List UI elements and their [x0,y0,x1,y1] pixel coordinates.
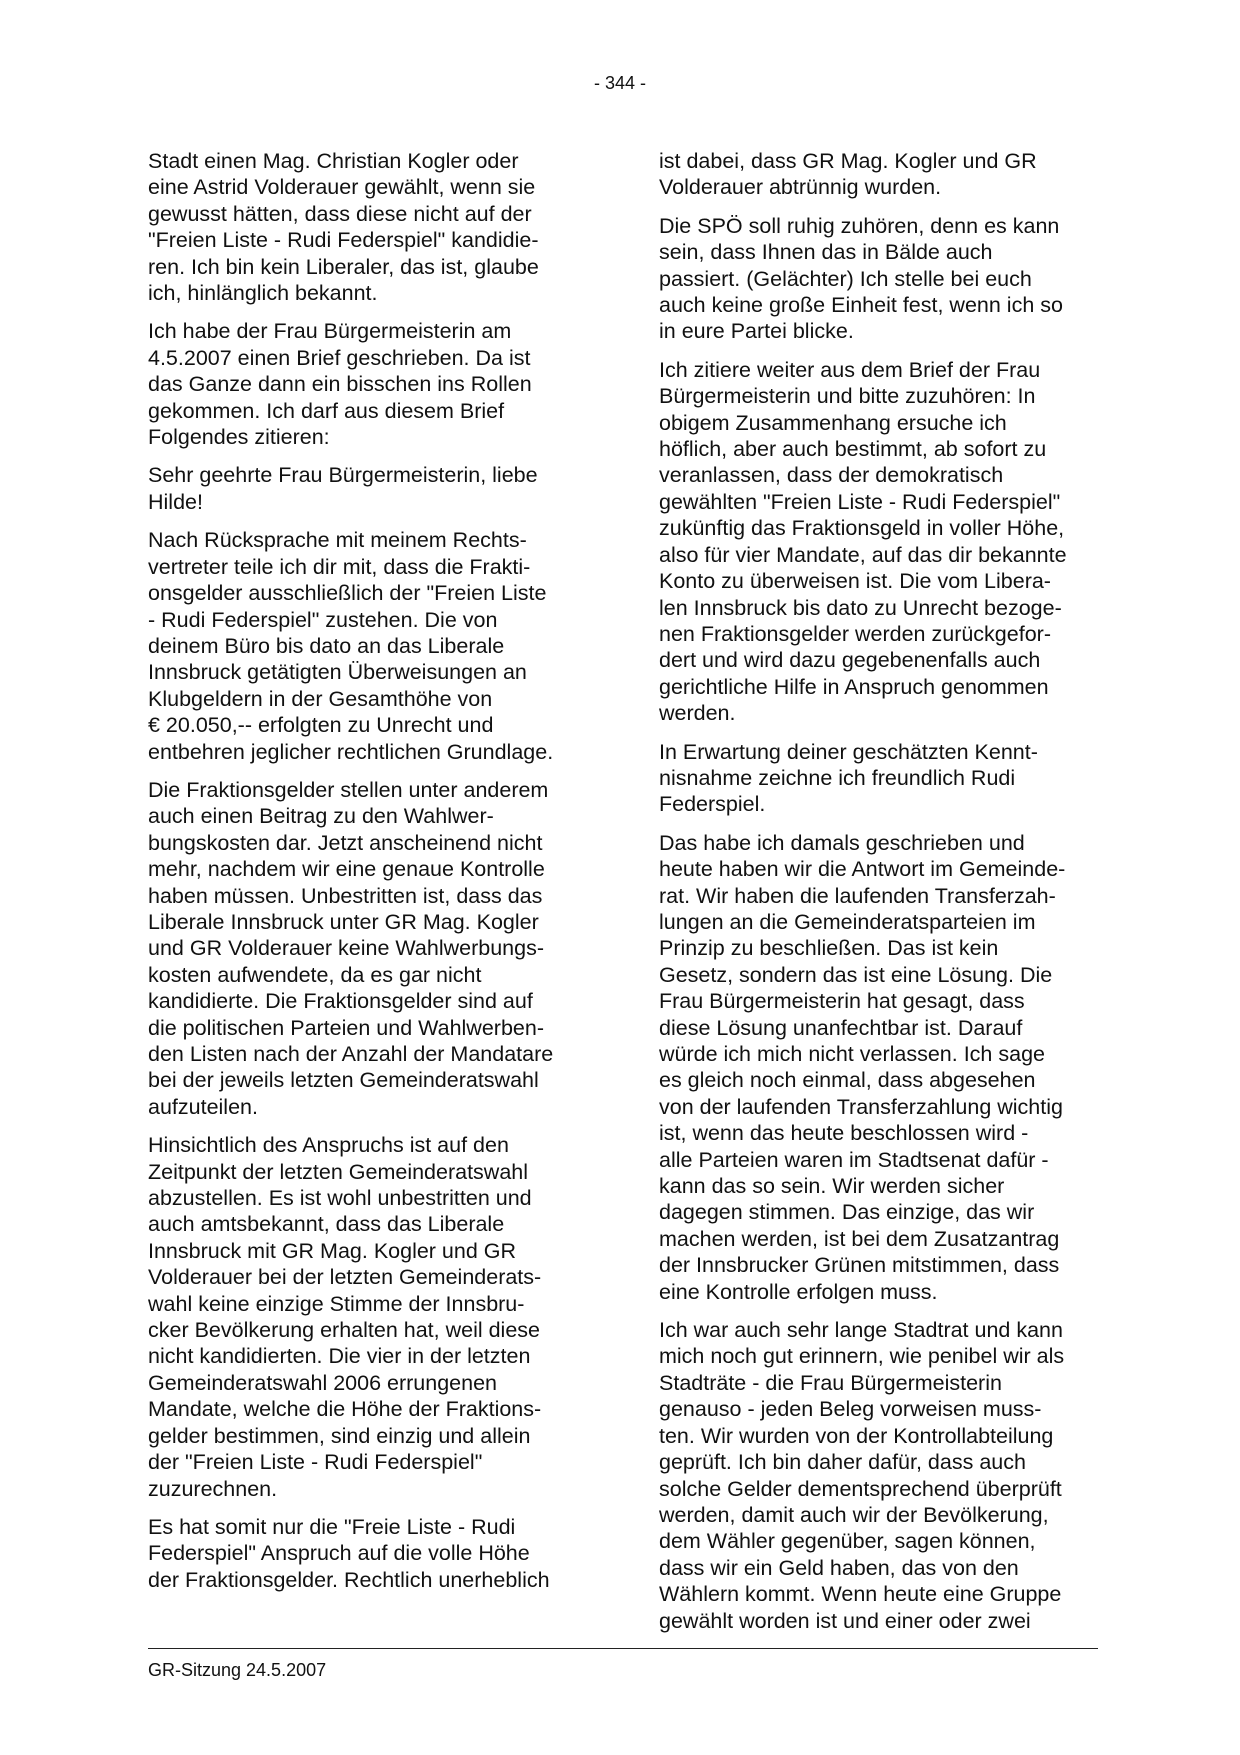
paragraph: Sehr geehrte Frau Bürgermeisterin, liebe Hilde! [148,463,538,514]
paragraph: Die Fraktionsgelder stellen unter anderem auch einen Beitrag zu den Wahlwer- bungskosten dar. Jetzt anscheinend nicht mehr, nachdem wir eine genaue Kontrolle haben müssen. Unbestritten ist, dass das Liberale Innsbruck unter GR Mag. Kogler und GR Volderauer keine Wahlwerbungs- kosten aufwendete, da es gar nicht kandidierte. Die Fraktionsgelder sind auf die politischen Parteien und Wahlwerben- den Listen nach der Anzahl der Mandatare bei der jeweils letzten Gemeinderatswahl aufzuteilen. [148,777,554,1119]
paragraph: Nach Rücksprache mit meinem Rechts- vertreter teile ich dir mit, dass die Frakti- onsgelder ausschließlich der "Freien Liste - Rudi Federspiel" zustehen. Die von deinem Büro bis dato an das Liberale Innsbruck getätigten Überweisungen an Klubgeldern in der Gesamthöhe von € 20.050,-- erfolgten zu Unrecht und entbehren jeglicher rechtlichen Grundlage. [148,528,554,764]
paragraph: Die SPÖ soll ruhig zuhören, denn es kann sein, dass Ihnen das in Bälde auch passiert. (Gelächter) Ich stelle bei euch auch keine große Einheit fest, wenn ich so in eure Partei blicke. [659,213,1063,344]
paragraph: In Erwartung deiner geschätzten Kennt- nisnahme zeichne ich freundlich Rudi Federspiel. [659,739,1038,817]
paragraph: Ich war auch sehr lange Stadtrat und kann mich noch gut erinnern, wie penibel wir als Stadträte - die Frau Bürgermeisterin genauso - jeden Beleg vorweisen muss- ten. Wir wurden von der Kontrollabteilung geprüft. Ich bin daher dafür, dass auch solche Gelder dementsprechend überprüft werden, damit auch wir der Bevölkerung, dem Wähler gegenüber, sagen können, dass wir ein Geld haben, das von den Wählern kommt. Wenn heute eine Gruppe gewählt worden ist und einer oder zwei [659,1318,1065,1633]
paragraph: Es hat somit nur die "Freie Liste - Rudi Federspiel" Anspruch auf die volle Höhe der Fraktionsgelder. Rechtlich unerheblich [148,1514,550,1592]
paragraph: Das habe ich damals geschrieben und heute haben wir die Antwort im Gemeinde- rat. Wir haben die laufenden Transferzah- lungen an die Gemeinderatsparteien im Prinzip zu beschließen. Das ist kein Gesetz, sondern das ist eine Lösung. Die Frau Bürgermeisterin hat gesagt, dass diese Lösung unanfechtbar ist. Darauf würde ich mich nicht verlassen. Ich sage es gleich noch einmal, dass abgesehen von der laufenden Transferzahlung wichtig ist, wenn das heute beschlossen wird - alle Parteien waren im Stadtsenat dafür - kann das so sein. Wir werden sicher dagegen stimmen. Das einzige, das wir machen werden, ist bei dem Zusatzantrag der Innsbrucker Grünen mitstimmen, dass eine Kontrolle erfolgen muss. [659,830,1066,1304]
paragraph: Stadt einen Mag. Christian Kogler oder eine Astrid Volderauer gewählt, wenn sie gewusst hätten, dass diese nicht auf der "Freien Liste - Rudi Federspiel" kandidie- ren. Ich bin kein Liberaler, das ist, glaube ich, hinlänglich bekannt. [148,149,539,306]
left-column [148,148,588,1605]
paragraph: Hinsichtlich des Anspruchs ist auf den Zeitpunkt der letzten Gemeinderatswahl abzustellen. Es ist wohl unbestritten und auch amtsbekannt, dass das Liberale Innsbruck mit GR Mag. Kogler und GR Volderauer bei der letzten Gemeinderats- wahl keine einzige Stimme der Innsbru- cker Bevölkerung erhalten hat, weil diese nicht kandidierten. Die vier in der letzten Gemeinderatswahl 2006 errungenen Mandate, welche die Höhe der Fraktions- gelder bestimmen, sind einzig und allein der "Freien Liste - Rudi Federspiel" zuzurechnen. [148,1133,542,1501]
footer-session-label: GR-Sitzung 24.5.2007 [148,1660,327,1680]
paragraph: Ich habe der Frau Bürgermeisterin am 4.5.2007 einen Brief geschrieben. Da ist das Ganze dann ein bisschen ins Rollen gekommen. Ich darf aus diesem Brief Folgendes zitieren: [148,319,532,450]
page-number: - 344 - [593,73,647,93]
paragraph: Ich zitiere weiter aus dem Brief der Frau Bürgermeisterin und bitte zuzuhören: In obigem Zusammenhang ersuche ich höflich, aber auch bestimmt, ab sofort zu veranlassen, dass der demokratisch gewählten "Freien Liste - Rudi Federspiel" zukünftig das Fraktionsgeld in voller Höhe, also für vier Mandate, auf das dir bekannte Konto zu überweisen ist. Die vom Libera- len Innsbruck bis dato zu Unrecht bezoge- nen Fraktionsgelder werden zurückgefor- dert und wird dazu gegebenenfalls auch gerichtliche Hilfe in Anspruch genommen werden. [659,357,1067,726]
paragraph: ist dabei, dass GR Mag. Kogler und GR Volderauer abtrünnig wurden. [659,149,1037,200]
right-column [659,148,1099,1646]
footer-divider [148,1648,1098,1649]
